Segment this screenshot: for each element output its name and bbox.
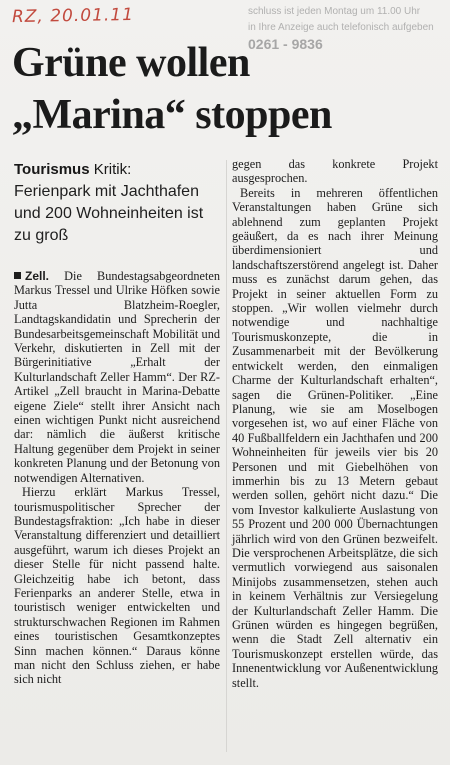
handwritten-date-note: RZ, 20.01.11 (11, 4, 135, 28)
left-column-body (14, 269, 220, 687)
rubric (14, 160, 220, 179)
headline-line-1: Grüne wollen (12, 40, 250, 86)
continuation-paragraph: gegen das konkrete Projekt ausgesprochen. (232, 157, 438, 186)
lead-paragraph (14, 269, 220, 485)
body-paragraph: Hierzu erklärt Markus Tressel, tourismuspolitischer Sprecher der Bundestagsfraktion: „Ich habe in dieser Veranstaltung differenziert und detailliert ausgeführt, warum ich dieses Projekt an dieser Stelle für nicht passend halte. Gleichzeitig habe ich betont, dass Ferienparks an anderer Stelle, etwa in touristisch weniger entwickelten und strukturschwachen Regionen im Rahmen eines touristischen Gesamtkonzeptes Sinn machen können.“ Daraus könne man nicht den Schluss ziehen, er habe sich nicht (14, 485, 220, 687)
column-divider (226, 160, 227, 752)
right-column-body (232, 157, 438, 690)
rubric-keyword: Tourismus (14, 161, 90, 178)
headline-line-2: „Marina“ stoppen (12, 92, 332, 138)
square-bullet-icon (14, 272, 21, 279)
subheadline: Ferienpark mit Jachthafen und 200 Wohneinheiten ist zu groß (14, 183, 204, 244)
lead-paragraph-text: Die Bundestagsabgeordneten Markus Tressel und Ulrike Höfken sowie Jutta Blatzheim-Roegler, Landtagskandidatin und Sprecherin der Bundesarbeitsgemeinschaft Mobilität und Verkehr, diskutierten in Zell mit der Bürgerinitiative „Erhalt der Kulturlandschaft Zeller Hamm“. Der RZ-Artikel „Zell braucht in Marina-Debatte eigene Ziele“ stellt ihrer Ansicht nach einen wichtigen Punkt nicht ausreichend dar: nämlich die äußerst kritische Haltung gegenüber dem Projekt in seiner konkreten Planung und der Betonung von notwendigen Alternativen. (14, 269, 220, 485)
rubric-label: Kritik: (89, 161, 132, 178)
article-left-column (14, 160, 220, 687)
body-paragraph: Bereits in mehreren öffentlichen Veranstaltungen haben Grüne sich ablehnend zum geplanten Projekt geäußert, da es nach ihrer Meinung überdimensioniert und landschaftszerstörend angelegt ist. Daher muss es zunächst darum gehen, das Projekt in seiner aktuellen Form zu stoppen. „Wir wollen vielmehr durch notwendige und nachhaltige Tourismuskonzepte, die in Zusammenarbeit mit der Bevölkerung entwickelt werden, den einmaligen Charme der Kulturlandschaft erhalten“, sagen die Grünen-Politiker. „Eine Planung, wie sie am Moselbogen vorgesehen ist, wo auf einer Fläche von 40 Fußballfeldern ein Jachthafen und 200 Wohneinheiten für jeweils vier bis 20 Personen und mit Giebelhöhen von immerhin bis zu 13 Metern gebaut werden sollen, gehört nicht dazu.“ Die vom Investor kalkulierte Auslastung von 55 Prozent und 200 000 Übernachtungen jährlich wird von den Grünen bezweifelt. Die versprochenen Arbeitsplätze, die sich vermutlich vorwiegend aus saisonalen Minijobs zusammensetzen, stehen auch in keinem Verhältnis zur Versiegelung der Kulturlandschaft Zeller Hamm. Die Grünen würden es hingegen begrüßen, wenn die Stadt Zell alternativ ein Tourismuskonzept erstellen würde, das Innenentwicklung vor Außenentwicklung stellt. (232, 185, 438, 690)
bleed-line-2: in Ihre Anzeige auch telefonisch aufgeben (248, 22, 434, 33)
article-right-column (232, 157, 438, 690)
bleed-phone-number: 0261 - 9836 (248, 36, 323, 52)
dateline: Zell. (25, 269, 50, 283)
bleed-line-1: schluss ist jeden Montag um 11.00 Uhr (248, 6, 421, 17)
